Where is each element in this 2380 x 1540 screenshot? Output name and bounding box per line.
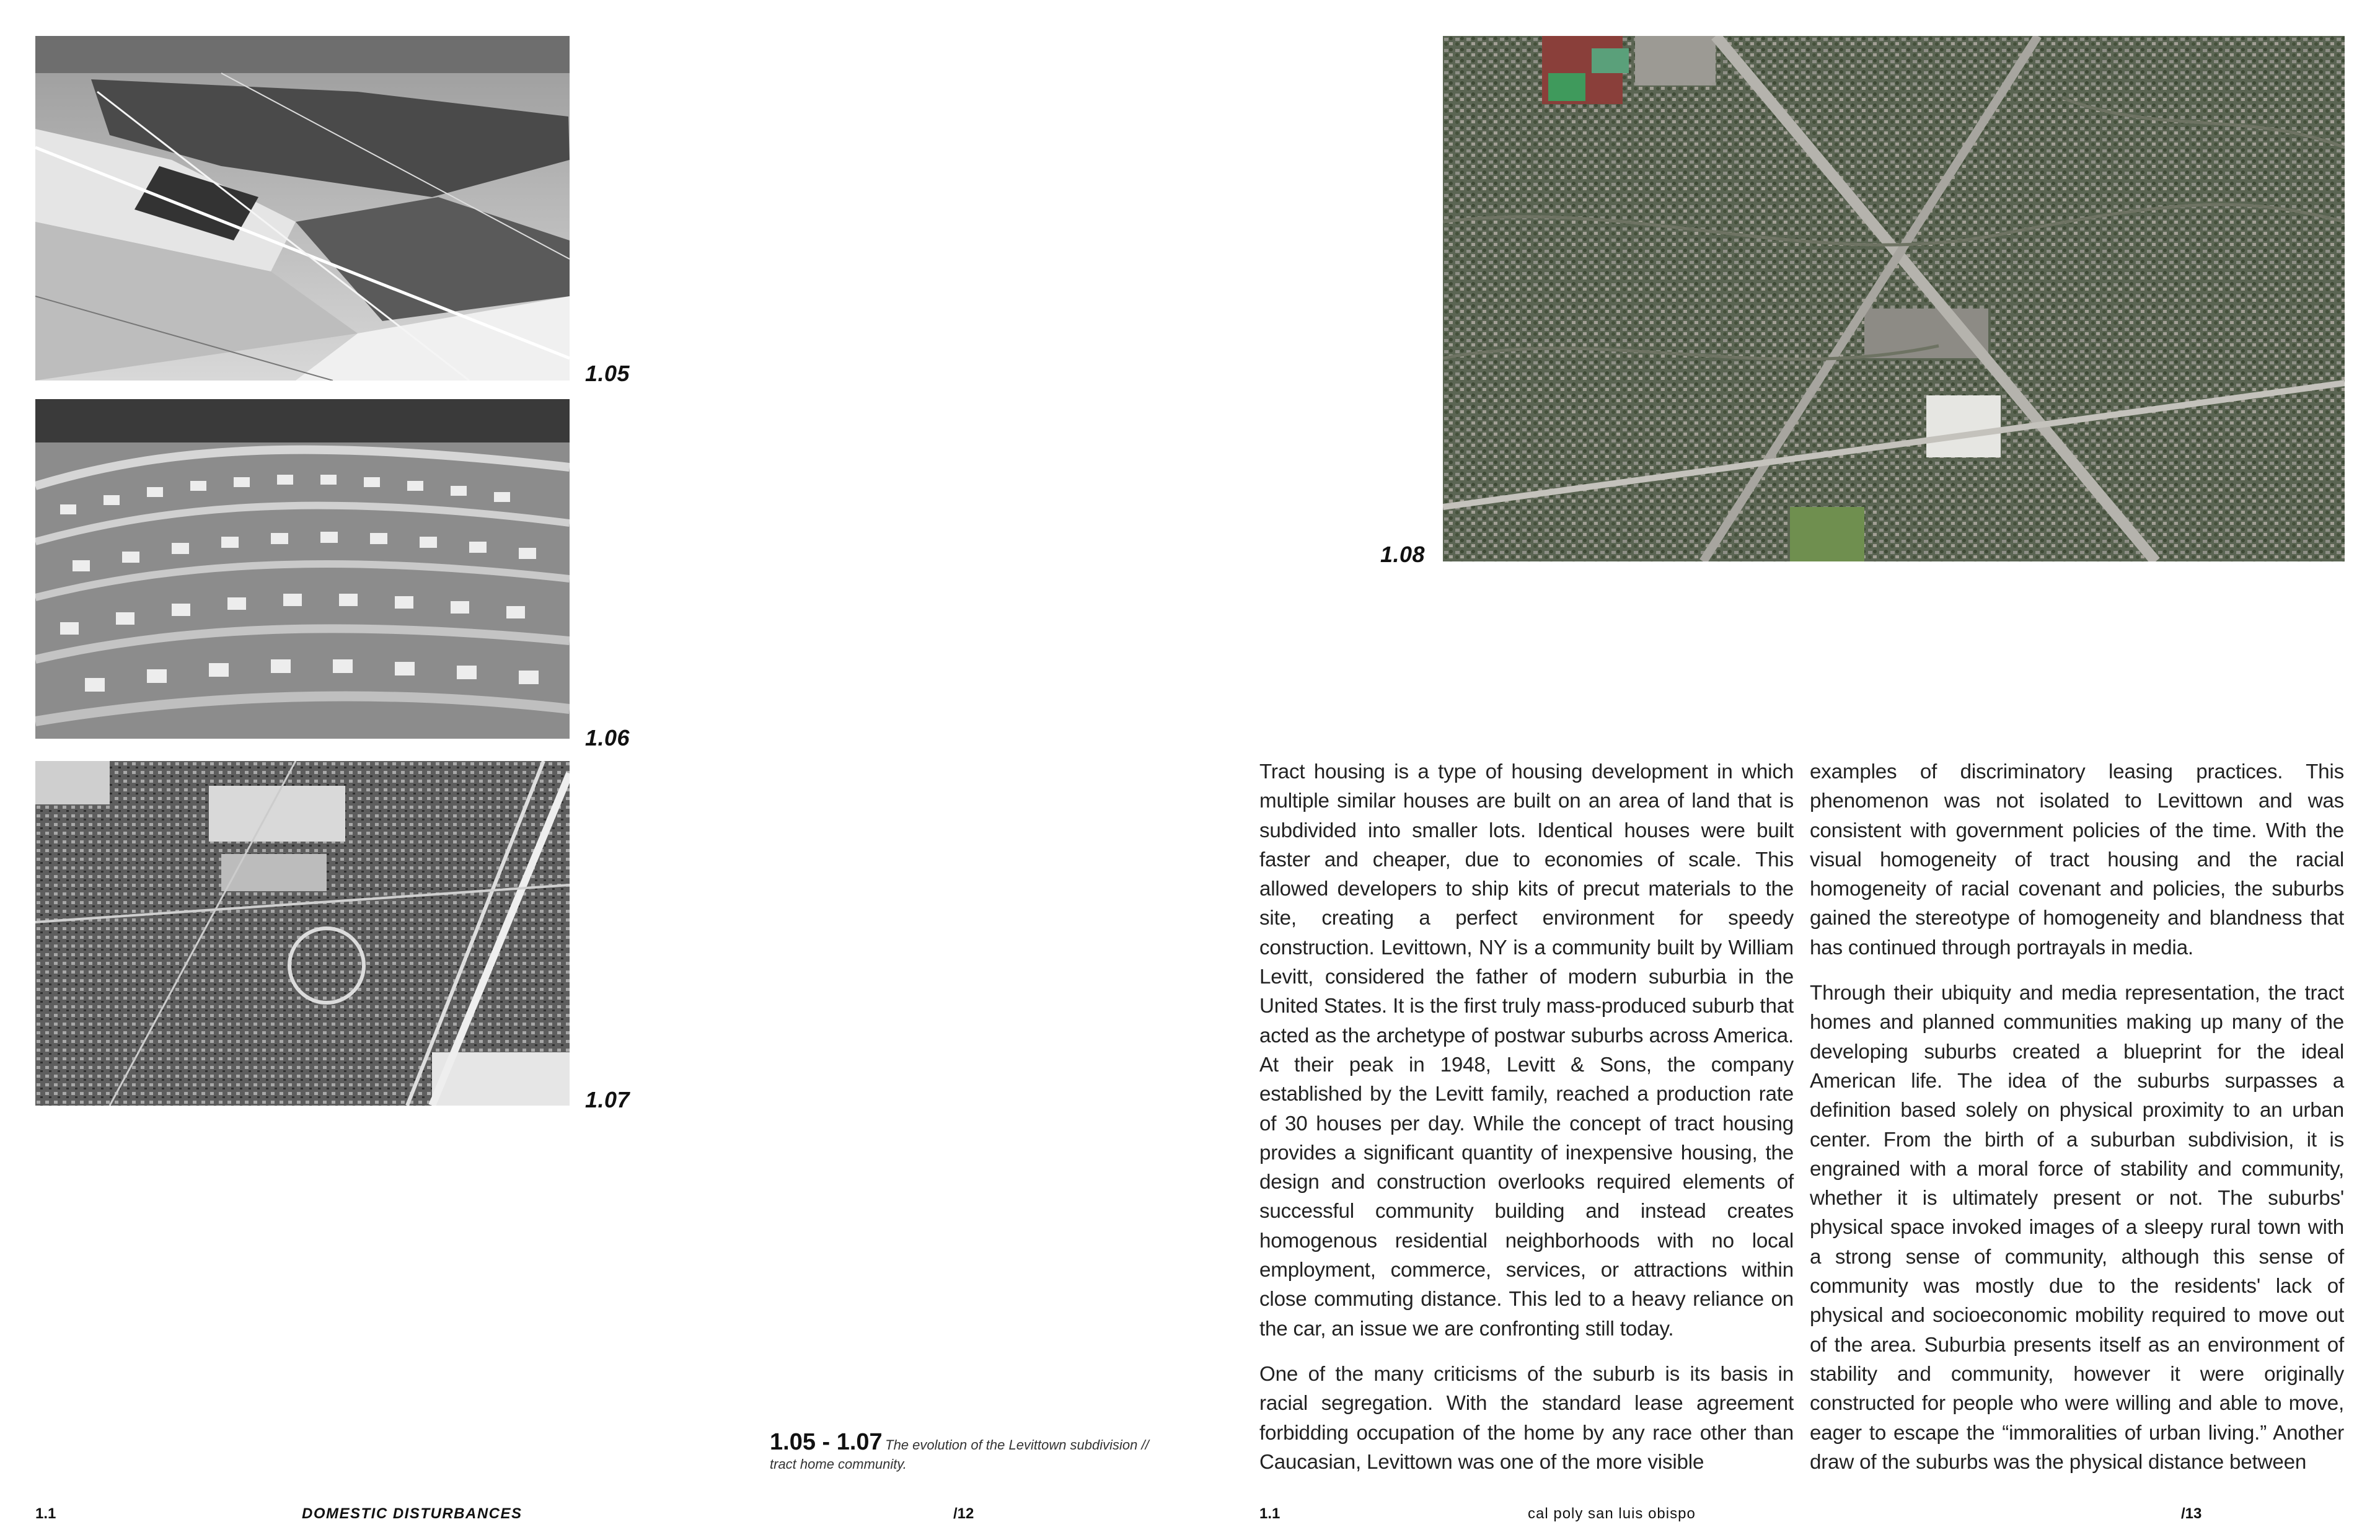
caption-text: The evolution of the Levittown subdivision // tract home community.	[770, 1437, 1149, 1472]
figure-caption	[770, 1429, 1154, 1472]
footer-right-page-number: /13	[2181, 1505, 2202, 1522]
figure-label-1-05: 1.05	[585, 361, 630, 386]
caption-number: 1.05 - 1.07	[770, 1429, 883, 1455]
body-paragraph: Through their ubiquity and media representation, the tract homes and planned communities making up many of the developing suburbs created a blueprint for the ideal American life. The idea of the suburbs surpasses a definition based solely on physical proximity to an urban center. From the birth of a suburban subdivision, it is engrained with a moral force of stability and community, whether it is ultimately present or not. The suburbs' physical space invoked images of a sleepy rural town with a strong sense of community, although this sense of community was mostly due to the residents' lack of physical and socioeconomic mobility required to move out of the area. Suburbia presents itself as an environment of stability and community, however it were originally constructed for people who were willing and able to move, eager to escape the “immoralities of urban living.” Another draw of the suburbs was the physical distance between	[1810, 982, 2344, 1474]
figure-label-1-07: 1.07	[585, 1087, 630, 1112]
photo-levittown-suburb	[35, 761, 570, 1106]
body-paragraph: One of the many criticisms of the suburb is its basis in racial segregation. With the standard lease agreement forbidding occupation of the home by any race other than Caucasian, Levittown was one of the more visible	[1259, 1362, 1794, 1474]
photo-levittown-satellite	[1443, 36, 2345, 561]
body-paragraph: examples of discriminatory leasing practices. This phenomenon was not isolated to Levittown and was consistent with government policies of the time. With the visual homogeneity of tract housing and the racial homogeneity of racial covenant and policies, the suburbs gained the stereotype of homogeneity and blandness that has continued through portrayals in media.	[1810, 760, 2344, 959]
body-paragraph: Tract housing is a type of housing development in which multiple similar houses are built on an area of land that is subdivided into smaller lots. Identical houses were built faster and cheaper, due to economies of scale. This allowed developers to ship kits of precut materials to the site, creating a perfect environment for speedy construction. Levittown, NY is a community built by William Levitt, considered the father of modern suburbia in the United States. It is the first truly mass-produced suburb that acted as the archetype of postwar suburbs across America. At their peak in 1948, Levitt & Sons, the company established by the Levitt family, reached a production rate of 30 houses per day. While the concept of tract housing provides a significant quantity of inexpensive housing, the design and construction overlooks required elements of successful community building and instead creates homogenous residential neighborhoods with no local employment, commerce, services, or attractions within close commuting distance. This led to a heavy reliance on the car, an issue we are confronting still today.	[1259, 760, 1794, 1340]
footer-right-section: 1.1	[1259, 1505, 1280, 1522]
body-column-right	[1810, 757, 2344, 1493]
photo-early-subdivision	[35, 399, 570, 739]
footer-right-title: cal poly san luis obispo	[1528, 1505, 1696, 1522]
figure-label-1-08: 1.08	[1380, 542, 1426, 567]
footer-left-title: DOMESTIC DISTURBANCES	[302, 1505, 522, 1522]
photo-farmland-aerial	[35, 36, 570, 381]
figure-label-1-06: 1.06	[585, 725, 630, 750]
footer-left-page-number: /12	[953, 1505, 974, 1522]
footer-left-section: 1.1	[35, 1505, 56, 1522]
body-column-left	[1259, 757, 1794, 1493]
